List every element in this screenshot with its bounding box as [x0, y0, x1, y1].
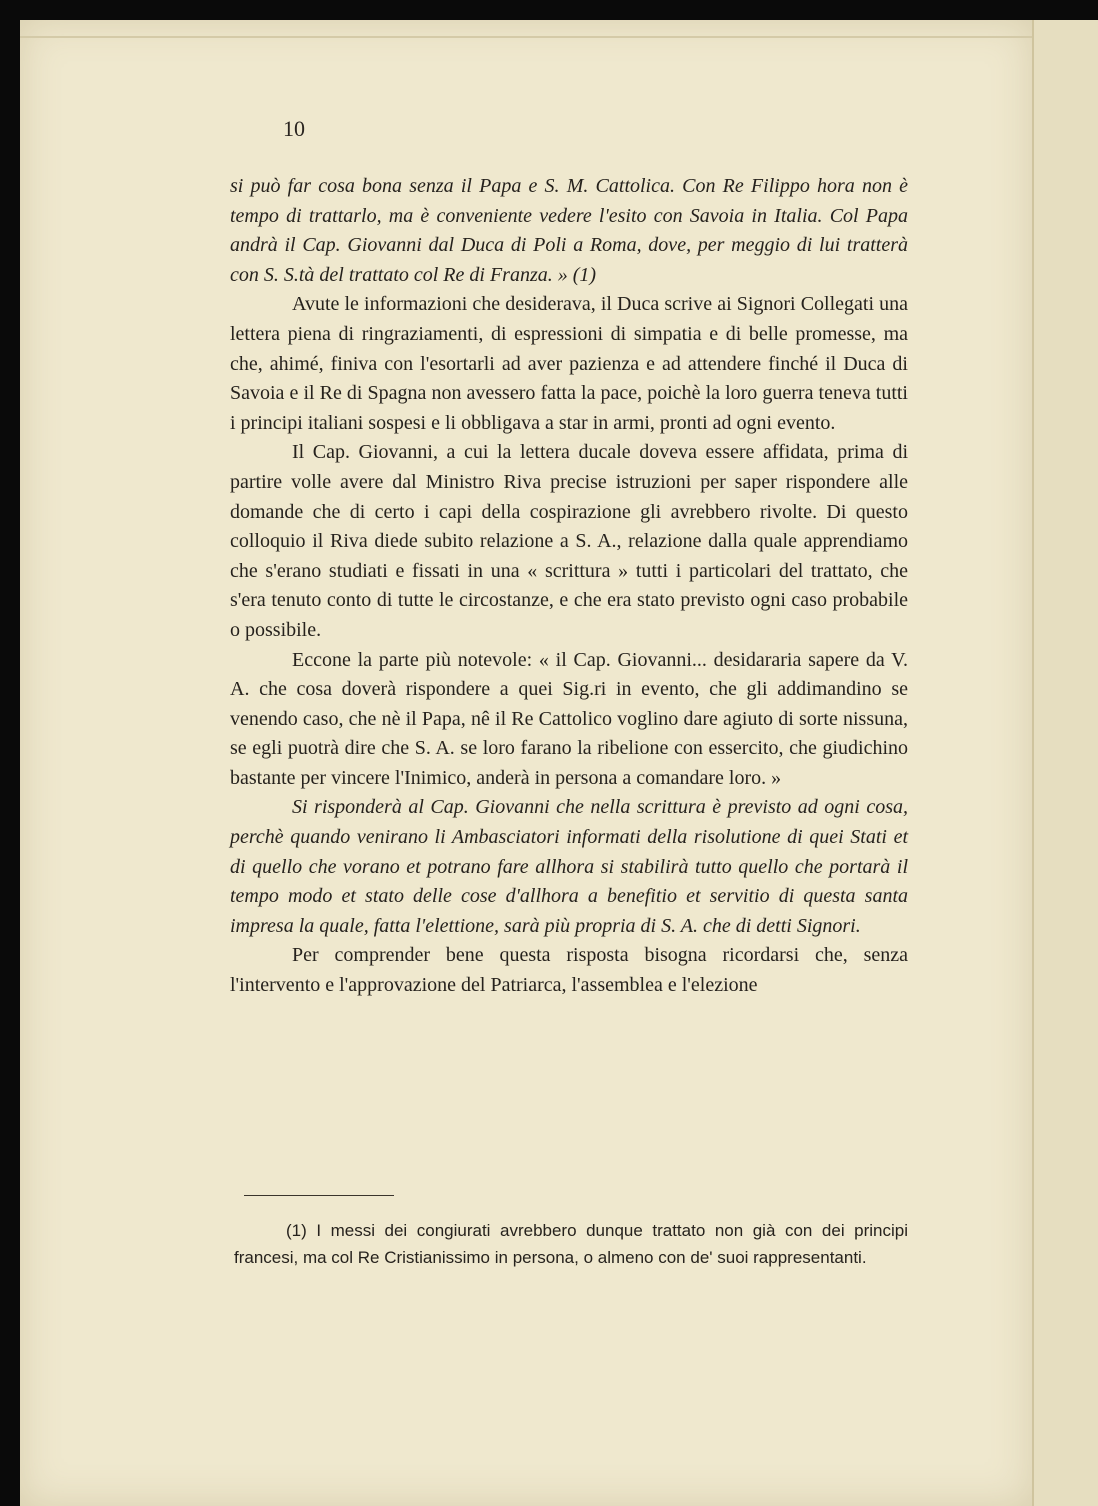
- quoted-paragraph: Si risponderà al Cap. Giovanni che nella scrittura è previsto ad ogni cosa, perchè quando venirano li Ambasciatori informati della risolutione di quei Stati et di quello che vorano et potrano fare allhora si stabilirà tutto quello che portarà il tempo modo et stato delle cose d'allhora a benefitio et servitio di questa santa impresa la quale, fatta l'elettione, sarà più propria di S. A. che di detti Signori.: [230, 796, 908, 937]
- quoted-paragraph: si può far cosa bona senza il Papa e S. M. Cattolica. Con Re Filippo hora non è tempo di trattarlo, ma è conveniente vedere l'esito con Savoia in Italia. Col Papa andrà il Cap. Giovanni dal Duca di Poli a Roma, dove, per meggio di lui tratterà con S. S.tà del trattato col Re di Franza. » (1): [230, 175, 908, 286]
- body-paragraph: Avute le informazioni che desiderava, il Duca scrive ai Signori Collegati una lettera piena di ringraziamenti, di espressioni di simpatia e di belle promesse, ma che, ahimé, finiva con l'esortarli ad aver pazienza e ad attendere finché il Duca di Savoia e il Re di Spagna non avessero fatta la pace, poichè la loro guerra teneva tutti i principi italiani sospesi e li obbligava a star in armi, pronti ad ogni evento.: [230, 293, 908, 434]
- page-top-edge: [20, 36, 1032, 38]
- body-paragraph: Il Cap. Giovanni, a cui la lettera ducale doveva essere affidata, prima di partire volle avere dal Ministro Riva precise istruzioni per saper rispondere alle domande che di certo i capi della cospirazione gli avrebbero rivolte. Di questo colloquio il Riva diede subito relazione a S. A., relazione dalla quale apprendiamo che s'erano studiati e fissati in una « scrittura » tutti i particolari del trattato, che s'era tenuto conto di tutte le circostanze, e che era stato previsto ogni caso probabile o possibile.: [230, 441, 908, 641]
- footnote-divider: [244, 1195, 394, 1196]
- facing-page-edge: [1032, 20, 1098, 1506]
- body-paragraph: Per comprender bene questa risposta bisogna ricordarsi che, senza l'intervento e l'approvazione del Patriarca, l'assemblea e l'elezione: [230, 944, 908, 997]
- body-text: [230, 172, 908, 1001]
- footnote: (1) I messi dei congiurati avrebbero dunque trattato non già con dei principi francesi, ma col Re Cristianissimo in persona, o almeno con de' suoi rappresentanti.: [234, 1221, 908, 1267]
- page-number: 10: [283, 116, 305, 141]
- body-paragraph: Eccone la parte più notevole: « il Cap. Giovanni... desidararia sapere da V. A. che cosa doverà rispondere a quei Sig.ri in evento, che gli addimandino se venendo caso, che nè il Papa, nê il Re Cattolico voglino dare agiuto di sorte nissuna, se egli puotrà dire che S. A. se loro farano la ribelione con essercito, che giudichino bastante per vincere l'Inimico, anderà in persona a comandare loro. »: [230, 648, 908, 789]
